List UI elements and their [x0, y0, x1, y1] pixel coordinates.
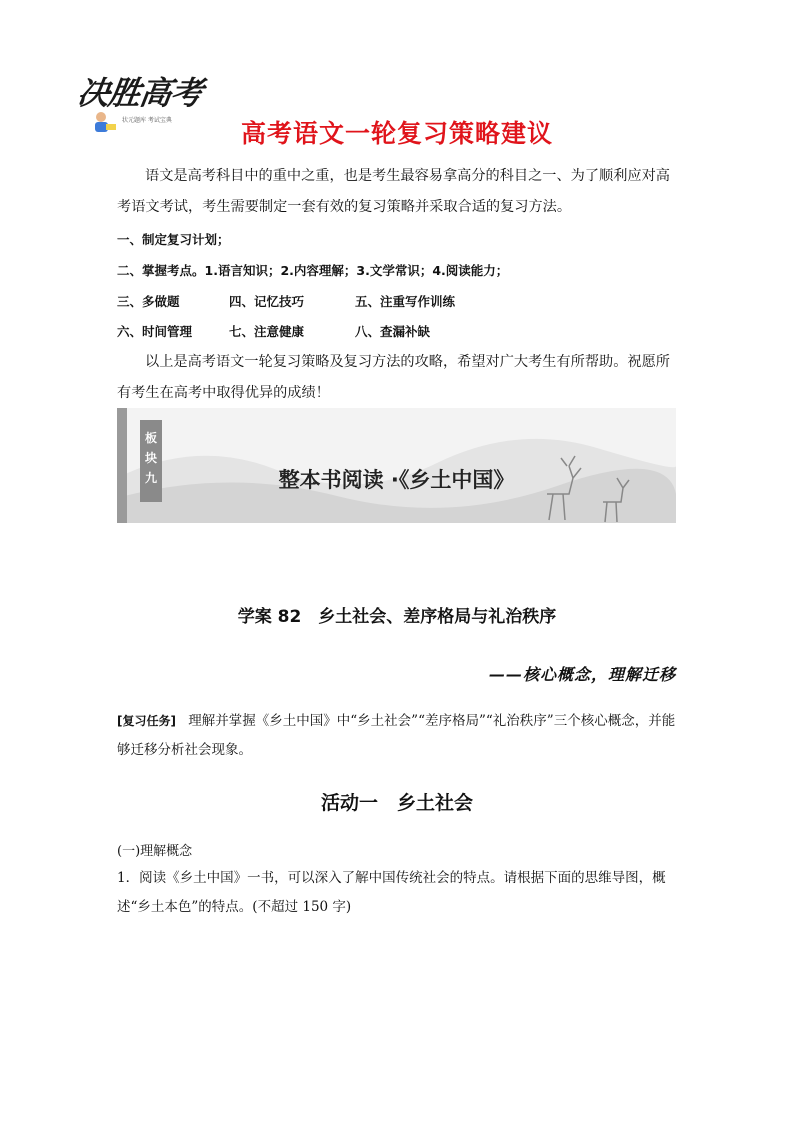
task-text: 理解并掌握《乡土中国》中“乡土社会”“差序格局”“礼治秩序”三个核心概念，并能够迁移分析社会现象。	[117, 713, 676, 758]
block-tag: 板块九	[140, 420, 162, 502]
point-2: 二、掌握考点。1.语言知识；2.内容理解；3.文学常识；4.阅读能力；	[117, 263, 509, 278]
section-banner	[117, 408, 676, 566]
point-1: 一、制定复习计划；	[117, 232, 230, 247]
lesson-title: 学案 82 乡土社会、差序格局与礼治秩序	[237, 607, 557, 627]
logo-subtitle: 状元题库 考试宝典	[122, 117, 172, 124]
question-1: 1．阅读《乡土中国》一书，可以深入了解中国传统社会的特点。请根据下面的思维导图，概述“乡土本色”的特点。(不超过 150 字)	[117, 870, 666, 915]
lesson-subtitle: ——核心概念，理解迁移	[488, 665, 676, 684]
intro-paragraph: 语文是高考科目中的重中之重，也是考生最容易拿高分的科目之一、为了顺利应对高考语文考试，考生需要制定一套有效的复习策略并采取合适的复习方法。	[117, 168, 670, 215]
closing-paragraph: 以上是高考语文一轮复习策略及复习方法的攻略，希望对广大考生有所帮助。祝愿所有考生在高考中取得优异的成绩！	[117, 354, 670, 401]
review-task	[117, 707, 677, 765]
point-6: 六、时间管理	[117, 324, 193, 339]
banner-title: 整本书阅读 ·《乡土中国》	[278, 468, 515, 492]
point-7: 七、注意健康	[229, 324, 305, 339]
point-5: 五、注重写作训练	[355, 294, 456, 309]
point-3: 三、多做题	[117, 294, 180, 309]
point-4: 四、记忆技巧	[229, 294, 305, 309]
page-title: 高考语文一轮复习策略建议	[240, 119, 553, 148]
task-tag: [复习任务]	[117, 714, 176, 728]
section-heading: (一)理解概念	[117, 844, 193, 859]
activity-heading: 活动一 乡土社会	[320, 792, 473, 814]
logo-text: 决胜高考	[75, 74, 205, 112]
point-8: 八、查漏补缺	[355, 324, 431, 339]
